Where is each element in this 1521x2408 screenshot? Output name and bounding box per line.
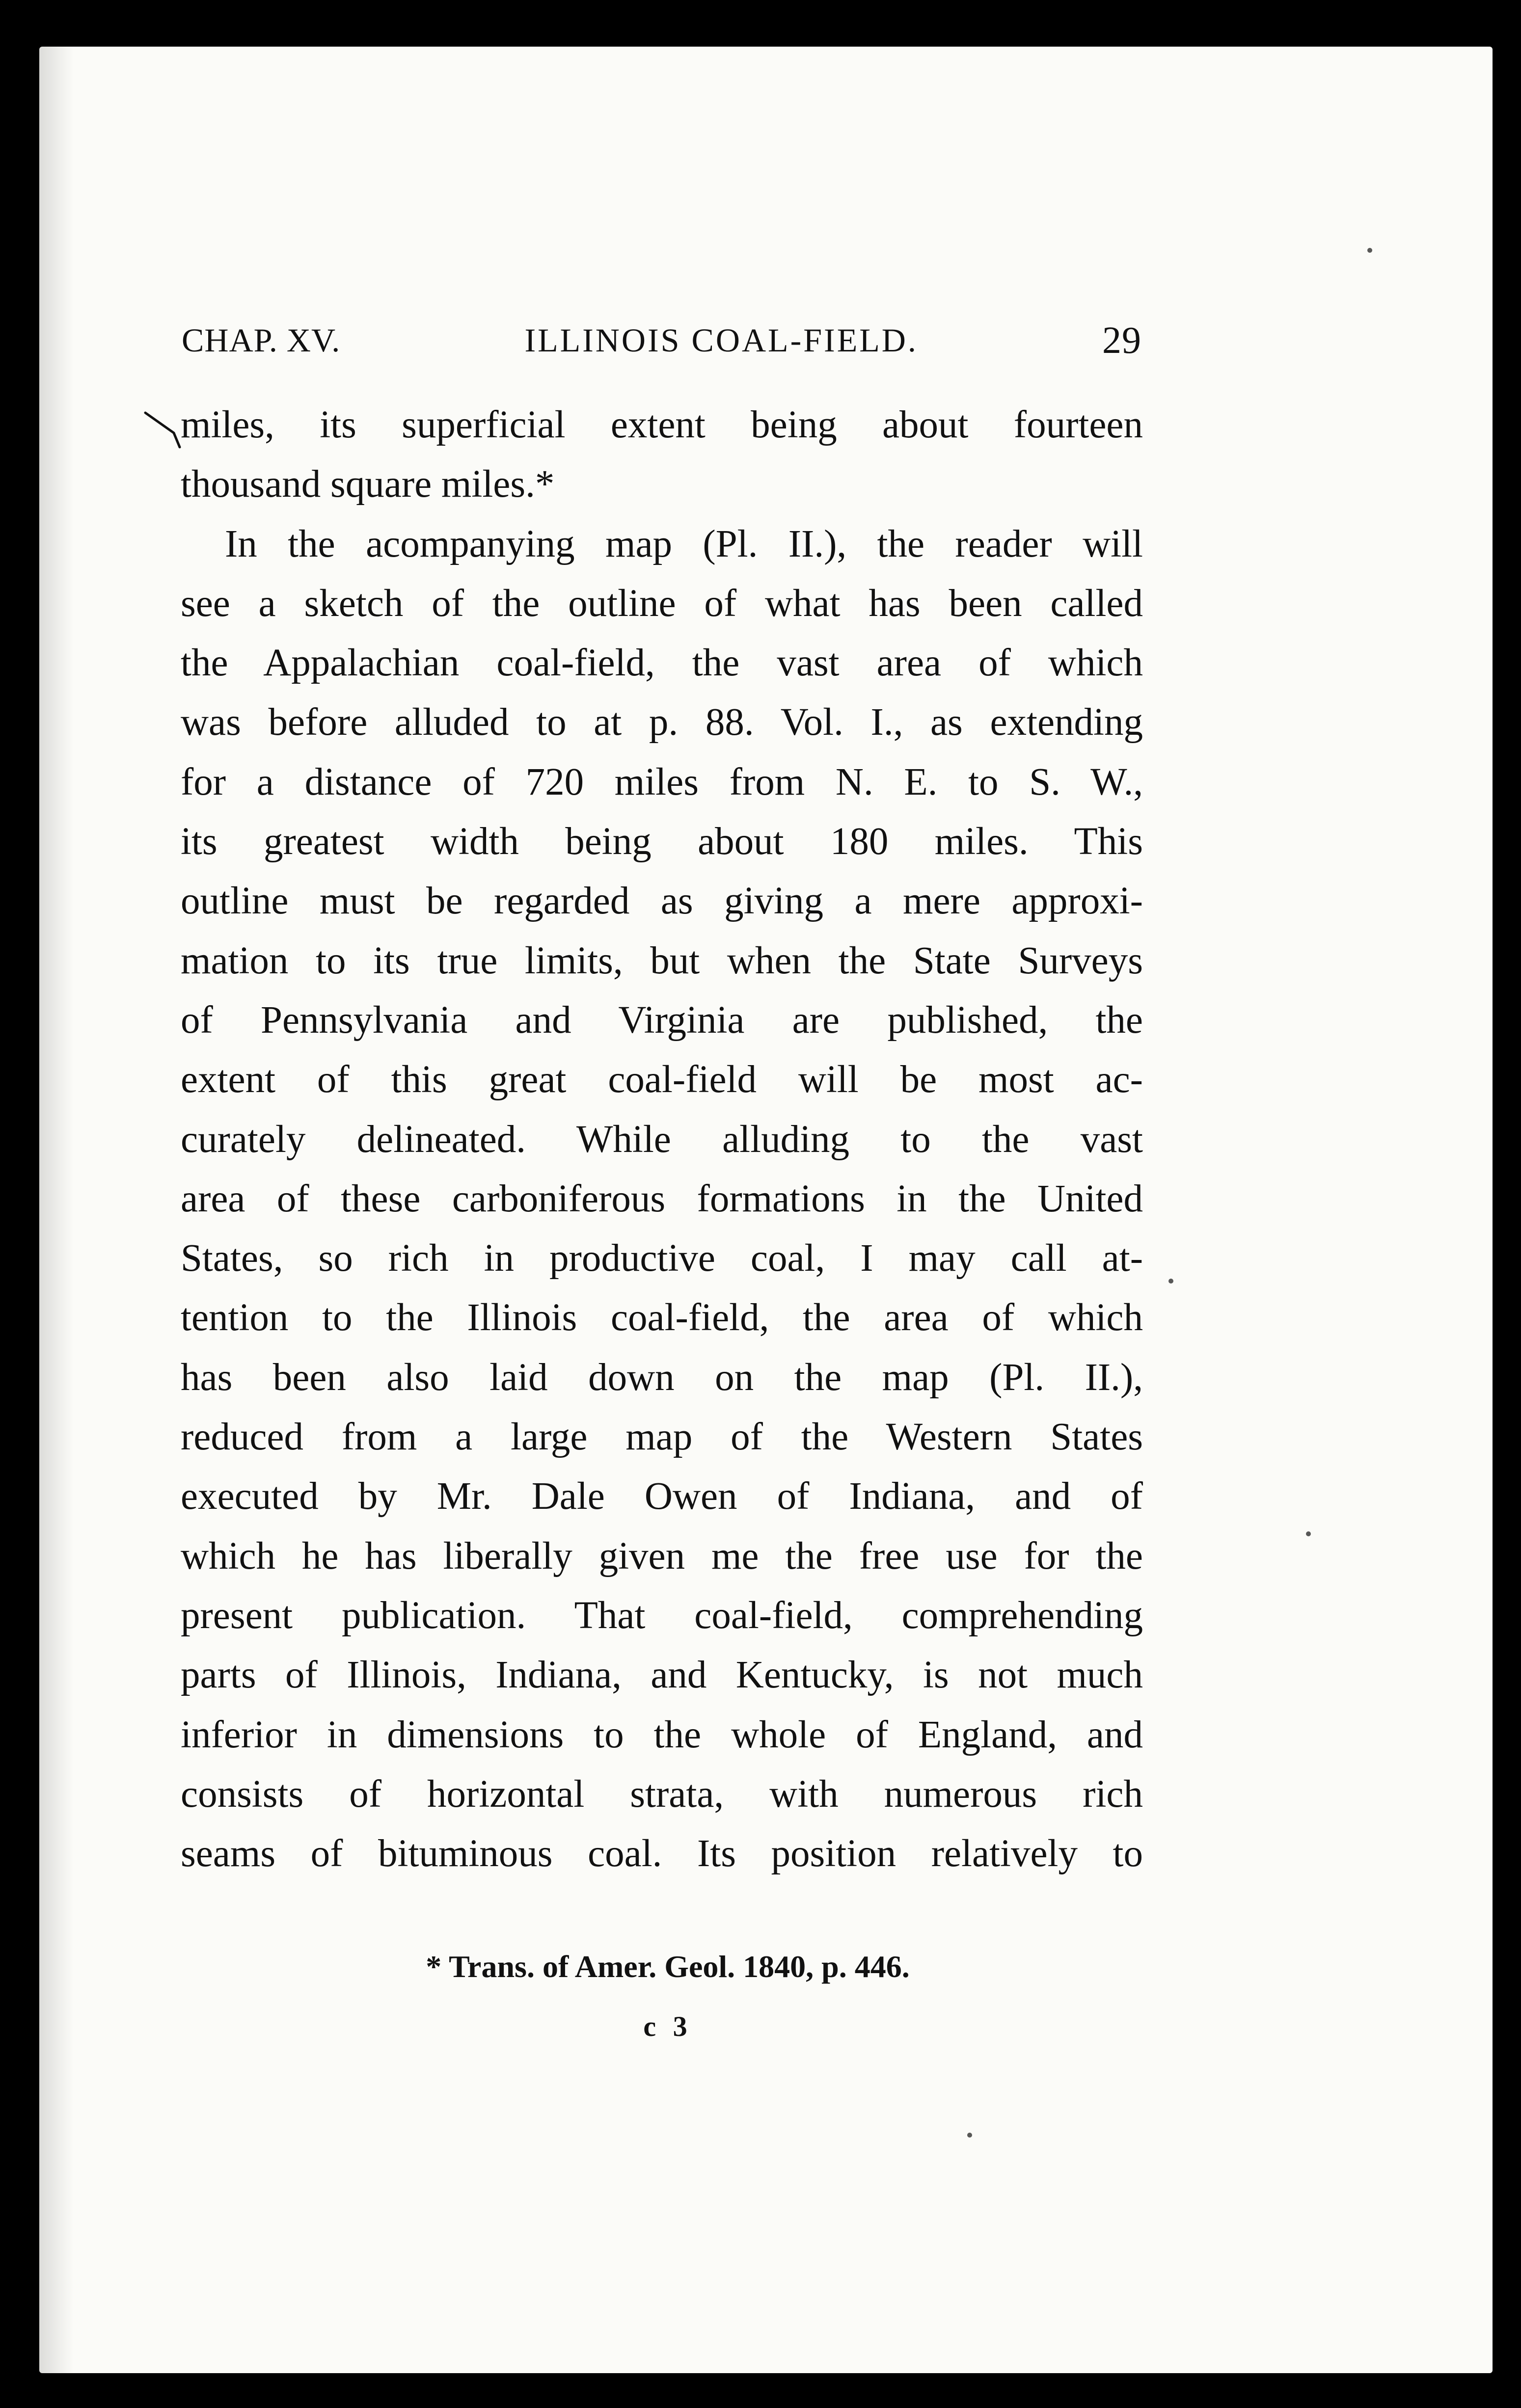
body-line: States, so rich in productive coal, I may call at-	[181, 1237, 1143, 1280]
body-line: mation to its true limits, but when the State Surveys	[181, 939, 1143, 982]
page-number: 29	[1102, 319, 1141, 361]
print-speck	[1168, 1279, 1173, 1284]
body-line: of Pennsylvania and Virginia are published, the	[181, 998, 1143, 1042]
body-line: has been also laid down on the map (Pl. II.),	[181, 1356, 1143, 1399]
body-line: extent of this great coal-field will be most ac-	[181, 1058, 1143, 1101]
body-line: was before alluded to at p. 88. Vol. I., as extending	[181, 701, 1143, 744]
body-line: In the acompanying map (Pl. II.), the reader will	[225, 522, 1143, 565]
running-title: ILLINOIS COAL-FIELD.	[524, 321, 918, 359]
body-line: seams of bituminous coal. Its position relatively to	[181, 1832, 1143, 1875]
body-line: executed by Mr. Dale Owen of Indiana, and of	[181, 1475, 1143, 1518]
body-line: see a sketch of the outline of what has been called	[181, 582, 1143, 625]
body-line: outline must be regarded as giving a mere approxi-	[181, 880, 1143, 923]
page-header	[182, 313, 1141, 367]
body-line: curately delineated. While alluding to the vast	[181, 1118, 1143, 1161]
body-line: its greatest width being about 180 miles. This	[181, 820, 1143, 863]
body-line: miles, its superficial extent being about fourteen	[181, 403, 1143, 446]
body-line: reduced from a large map of the Western States	[181, 1416, 1143, 1459]
page-body-text	[181, 395, 1143, 1883]
chapter-label: CHAP. XV.	[182, 321, 341, 359]
body-line: present publication. That coal-field, comprehending	[181, 1594, 1143, 1637]
scanned-page-edge	[39, 47, 74, 2373]
body-line: for a distance of 720 miles from N. E. to S. W.,	[181, 760, 1143, 803]
print-speck	[1367, 248, 1372, 253]
body-line: area of these carboniferous formations in the United	[181, 1177, 1143, 1220]
body-line: parts of Illinois, Indiana, and Kentucky, is not much	[181, 1654, 1143, 1697]
printer-signature: c 3	[643, 2010, 692, 2042]
body-line: thousand square miles.*	[181, 463, 555, 506]
body-line: which he has liberally given me the free use for the	[181, 1534, 1143, 1578]
footnote: * Trans. of Amer. Geol. 1840, p. 446.	[426, 1949, 910, 1984]
print-speck	[1306, 1531, 1311, 1536]
body-line: the Appalachian coal-field, the vast area of which	[181, 642, 1143, 685]
body-line: tention to the Illinois coal-field, the area of which	[181, 1296, 1143, 1339]
print-speck	[967, 2133, 972, 2138]
body-line: consists of horizontal strata, with numerous rich	[181, 1772, 1143, 1816]
body-line: inferior in dimensions to the whole of England, and	[181, 1713, 1143, 1756]
